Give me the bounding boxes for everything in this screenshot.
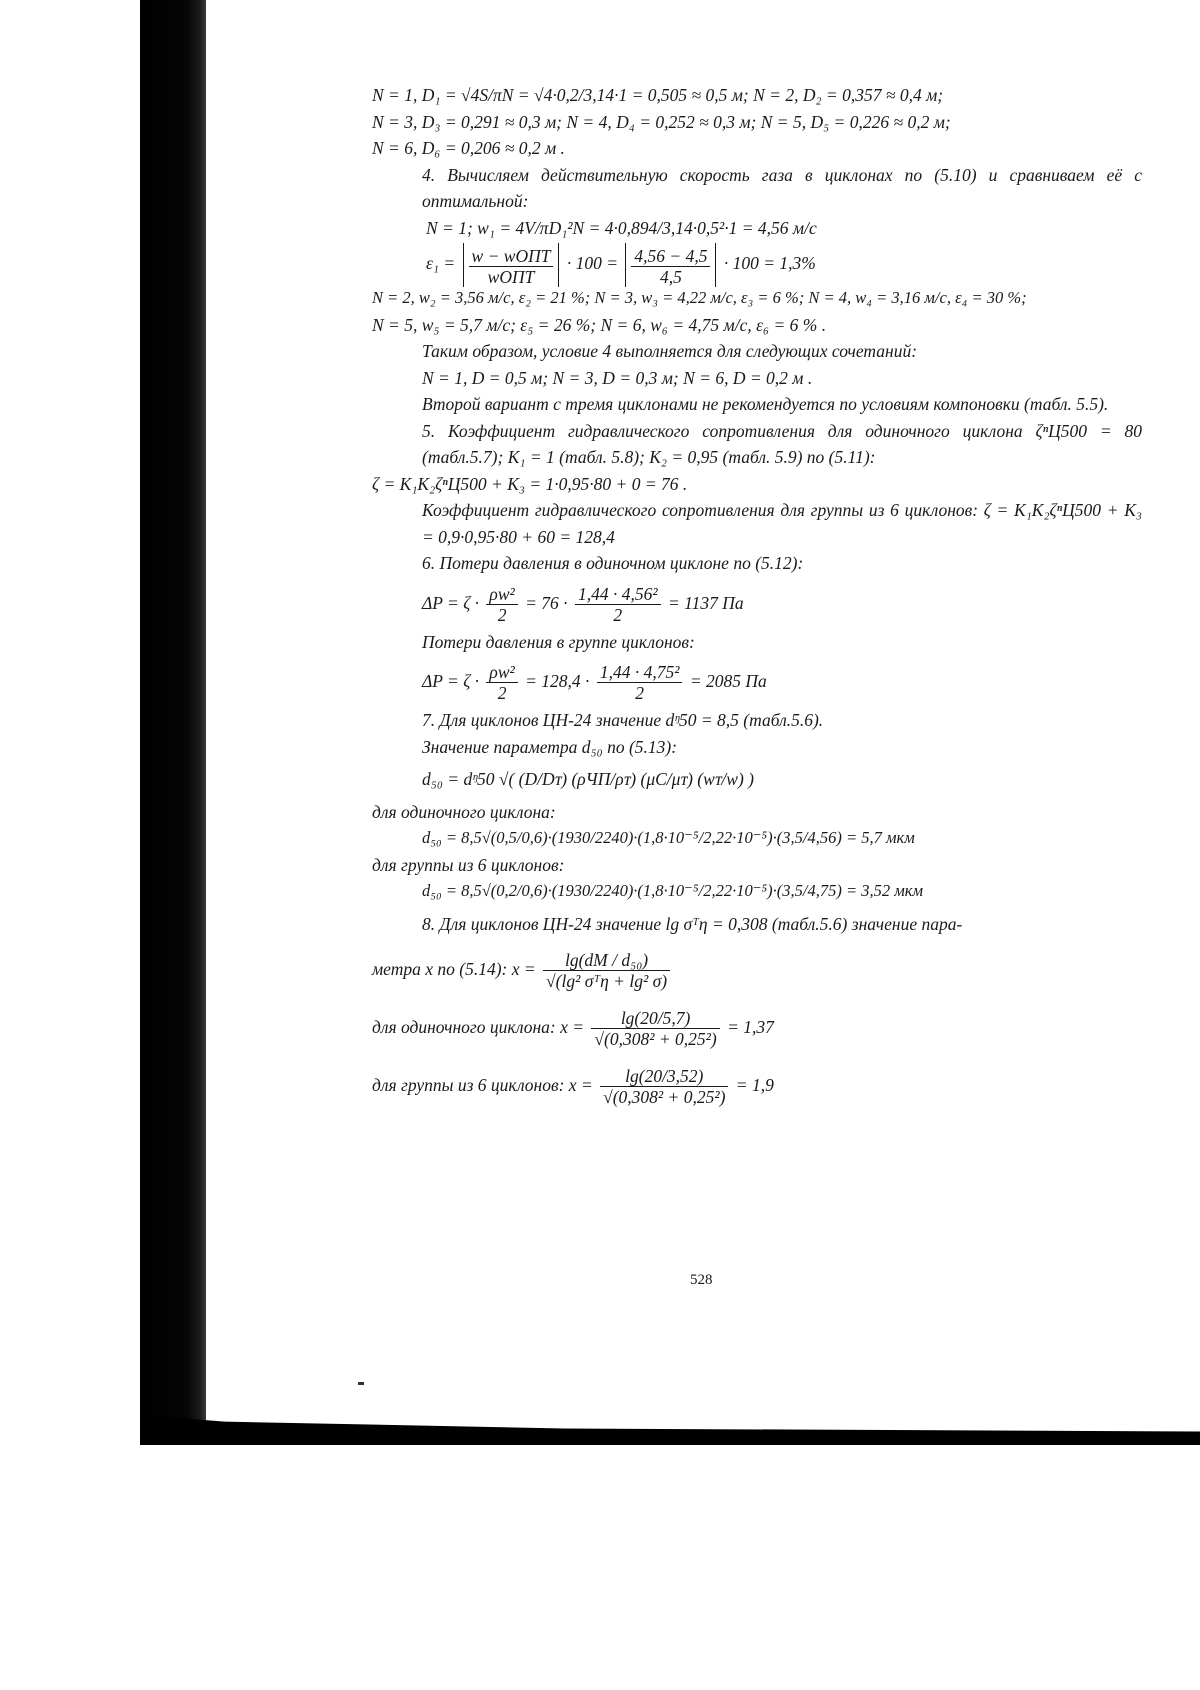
pressure-single-num-1: ρw² — [486, 584, 517, 605]
formula-d50-group: d₅₀ = 8,5√(0,2/0,6)·(1930/2240)·(1,8·10⁻⁵/2,22·10⁻⁵)·(3,5/4,75) = 3,52 мкм — [422, 881, 924, 900]
book-spine-shadow — [140, 0, 206, 1440]
pressure-group-num-1: ρw² — [486, 662, 517, 683]
step-6-heading: 6. Потери давления в одиночном циклоне по (5.12): — [422, 553, 804, 573]
x-single-rhs: = 1,37 — [727, 1017, 774, 1037]
text-line-9: Таким образом, условие 4 выполняется для следующих сочетаний: — [422, 341, 918, 361]
pressure-single-rhs: = 1137 Па — [667, 592, 744, 613]
x-group-rhs: = 1,9 — [735, 1075, 774, 1095]
pressure-group-den-1: 2 — [497, 683, 507, 704]
text-line-10: N = 1, D = 0,5 м; N = 3, D = 0,3 м; N = 6, D = 0,2 м . — [422, 367, 813, 388]
x-group-num: lg(20/3,52) — [600, 1066, 728, 1087]
pressure-single-frac-1 — [486, 584, 517, 625]
text-line-1: N = 1, D₁ = √4S/πN = √4·0,2/3,14·1 = 0,505 ≈ 0,5 м; N = 2, D₂ = 0,357 ≈ 0,4 м; — [372, 85, 944, 105]
pressure-group-den-2: 2 — [635, 683, 644, 704]
pressure-group-mid: = 128,4 · — [525, 671, 590, 691]
pressure-single-mid: = 76 · — [525, 592, 568, 613]
x-group-lhs: для группы из 6 циклонов: x = — [372, 1075, 593, 1095]
epsilon-den-1: wОПТ — [487, 267, 535, 288]
text-line-3: N = 6, D₆ = 0,206 ≈ 0,2 м . — [372, 138, 565, 158]
epsilon-lhs: ε₁ = — [426, 253, 456, 273]
formula-epsilon — [372, 241, 1142, 288]
x-group-frac — [600, 1066, 728, 1107]
x-single-lhs: для одиночного циклона: x = — [372, 1017, 585, 1037]
pressure-group-frac-1 — [486, 662, 517, 703]
text-line-17: Потери давления в группе циклонов: — [422, 631, 695, 652]
x-general-num: lg(dМ / d₅₀) — [543, 950, 670, 971]
pressure-group-rhs: = 2085 Па — [689, 671, 767, 691]
step-4-paragraph: 4. Вычисляем действительную скорость газа в циклонах по (5.10) и сравниваем её с оптимальной: — [422, 164, 1142, 211]
pressure-single-frac-2 — [575, 584, 661, 625]
epsilon-abs-2 — [625, 243, 716, 287]
pressure-single-num-2: 1,44 · 4,56² — [575, 584, 661, 605]
epsilon-den-2: 4,5 — [660, 267, 682, 288]
epsilon-num-2: 4,56 − 4,5 — [631, 246, 710, 267]
pressure-group-frac-2 — [597, 662, 683, 703]
pressure-single-den-2: 2 — [613, 604, 623, 625]
scan-speck — [358, 1382, 364, 1385]
page-number: 528 — [690, 1272, 713, 1288]
pressure-single-den-1: 2 — [497, 604, 507, 625]
formula-d50-single: d₅₀ = 8,5√(0,5/0,6)·(1930/2240)·(1,8·10⁻⁵/2,22·10⁻⁵)·(3,5/4,56) = 5,7 мкм — [422, 828, 915, 847]
text-line-8: N = 5, w₅ = 5,7 м/с; ε₅ = 26 %; N = 6, w₆ = 4,75 м/с, ε₆ = 6 % . — [372, 314, 827, 335]
text-line-11: Второй вариант с тремя циклонами не рекомендуется по условиям компоновки (табл. 5.5). — [422, 394, 1109, 414]
formula-pressure-group — [372, 655, 1142, 707]
text-line-22: для одиночного циклона: — [372, 801, 556, 822]
x-general-lhs: метра x по (5.14): x = — [372, 959, 536, 979]
text-line-20: Значение параметра d₅₀ по (5.13): — [422, 736, 678, 757]
x-single-frac — [591, 1008, 719, 1049]
pressure-single-lhs: ΔP = ζ · — [422, 592, 480, 613]
page-text — [372, 82, 1142, 1111]
text-line-14: Коэффициент гидравлического сопротивления для группы из 6 циклонов: ζ = K₁K₂ζⁿЦ500 + K₃ = 0,9·0,95·80 + 60 = 128,4 — [422, 500, 1142, 547]
formula-velocity: N = 1; w₁ = 4V/πD₁²N = 4·0,894/3,14·0,5²·1 = 4,56 м/с — [426, 217, 817, 238]
formula-pressure-single — [372, 577, 1142, 629]
x-group-den: √(0,308² + 0,25²) — [603, 1087, 726, 1108]
text-line-2: N = 3, D₃ = 0,291 ≈ 0,3 м; N = 4, D₄ = 0,252 ≈ 0,3 м; N = 5, D₅ = 0,226 ≈ 0,2 м; — [372, 111, 951, 132]
step-8-heading: 8. Для циклонов ЦН-24 значение lg σᵀη = 0,308 (табл.5.6) значение пара- — [422, 913, 963, 934]
x-general-frac — [543, 950, 670, 991]
text-line-7: N = 2, w₂ = 3,56 м/с, ε₂ = 21 %; N = 3, w₃ = 4,22 м/с, ε₃ = 6 %; N = 4, w₄ = 3,16 м/с, ε₄ = 30 %; — [372, 288, 1027, 307]
text-line-13: ζ = K₁K₂ζⁿЦ500 + K₃ = 1·0,95·80 + 0 = 76 . — [372, 473, 688, 494]
formula-d50-general: d₅₀ = dᵑ50 √( (D/Dᴛ) (ρЧП/ρᴛ) (μС/μᴛ) (wᴛ/w) ) — [422, 769, 754, 789]
pressure-group-num-2: 1,44 · 4,75² — [597, 662, 683, 683]
step-7-heading: 7. Для циклонов ЦН-24 значение dᵑ50 = 8,5 (табл.5.6). — [422, 710, 824, 730]
formula-x-general — [372, 943, 1142, 995]
x-single-den: √(0,308² + 0,25²) — [594, 1029, 717, 1050]
step-5-paragraph: 5. Коэффициент гидравлического сопротивления для одиночного циклона ζⁿЦ500 = 80 (табл.5.7); K₁ = 1 (табл. 5.8); K₂ = 0,95 (табл. 5.9) по (5.11): — [422, 420, 1142, 467]
epsilon-rhs: · 100 = 1,3% — [723, 253, 816, 273]
epsilon-mid: · 100 = — [566, 253, 619, 273]
formula-x-single — [372, 1001, 1142, 1053]
formula-x-group — [372, 1059, 1142, 1111]
x-general-den: √(lg² σᵀη + lg² σ) — [546, 971, 668, 992]
text-line-24: для группы из 6 циклонов: — [372, 854, 565, 875]
page-edge-shadow — [140, 1415, 1200, 1445]
epsilon-abs-1 — [463, 243, 560, 287]
pressure-group-lhs: ΔP = ζ · — [422, 671, 480, 691]
epsilon-num-1: w − wОПТ — [469, 246, 554, 267]
x-single-num: lg(20/5,7) — [591, 1008, 719, 1029]
